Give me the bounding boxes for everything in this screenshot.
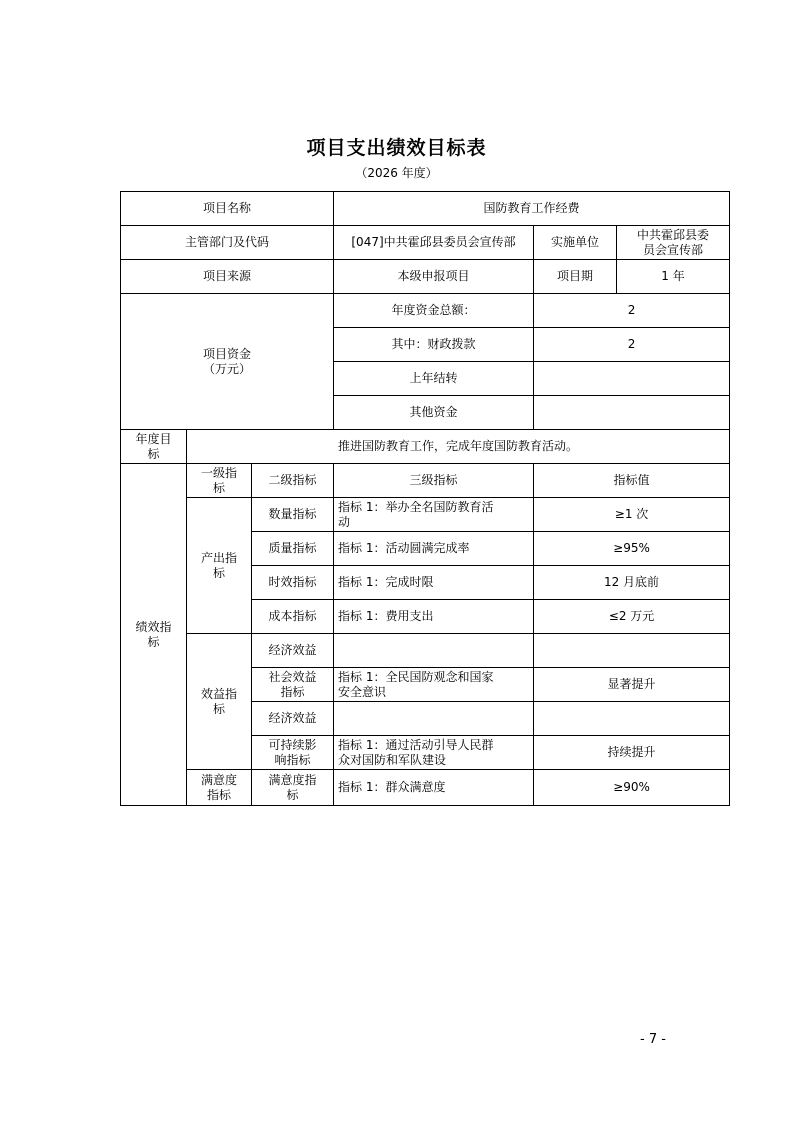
level2-cell: 数量指标 (252, 498, 334, 532)
row-funds-total (121, 294, 730, 328)
level2-cell: 经济效益 (252, 702, 334, 736)
year-subtitle: （2026 年度） (355, 166, 438, 180)
row-indicator-header (121, 464, 730, 498)
annual-goal-text: 推进国防教育工作，完成年度国防教育活动。 (187, 430, 730, 464)
indicator-row (121, 770, 730, 806)
project-name-value: 国防教育工作经费 (334, 192, 730, 226)
level3-cell (334, 702, 534, 736)
level1-benefit: 效益指 标 (187, 634, 252, 770)
funds-row-value (534, 396, 730, 430)
row-department (121, 226, 730, 260)
level1-output: 产出指 标 (187, 498, 252, 634)
level2-cell: 质量指标 (252, 532, 334, 566)
level3-cell: 指标 1：举办全名国防教育活 动 (334, 498, 534, 532)
level3-cell: 指标 1：全民国防观念和国家 安全意识 (334, 668, 534, 702)
dept-value: [047]中共霍邱县委员会宣传部 (334, 226, 534, 260)
level2-cell: 可持续影 响指标 (252, 736, 334, 770)
impl-label: 实施单位 (534, 226, 617, 260)
performance-target-table (120, 191, 730, 806)
level2-cell: 时效指标 (252, 566, 334, 600)
value-cell (534, 702, 730, 736)
funds-label: 项目资金 （万元） (121, 294, 334, 430)
row-annual-goal (121, 430, 730, 464)
value-cell: 持续提升 (534, 736, 730, 770)
header-level1: 一级指 标 (187, 464, 252, 498)
source-value: 本级申报项目 (334, 260, 534, 294)
funds-row-label: 其他资金 (334, 396, 534, 430)
row-project-name (121, 192, 730, 226)
value-cell: 显著提升 (534, 668, 730, 702)
header-value: 指标值 (534, 464, 730, 498)
impl-value: 中共霍邱县委 员会宣传部 (617, 226, 730, 260)
level2-cell: 满意度指 标 (252, 770, 334, 806)
level3-cell: 指标 1：通过活动引导人民群 众对国防和军队建设 (334, 736, 534, 770)
page-number: - 7 - (640, 1032, 666, 1047)
value-cell: ≥95% (534, 532, 730, 566)
level3-cell: 指标 1：费用支出 (334, 600, 534, 634)
level2-cell: 成本指标 (252, 600, 334, 634)
page-title: 项目支出绩效目标表 (306, 137, 487, 159)
level2-cell: 经济效益 (252, 634, 334, 668)
indicators-label: 绩效指 标 (121, 464, 187, 806)
value-cell: ≥1 次 (534, 498, 730, 532)
funds-row-value: 2 (534, 328, 730, 362)
indicator-row (121, 498, 730, 532)
funds-row-label: 上年结转 (334, 362, 534, 396)
funds-row-value: 2 (534, 294, 730, 328)
header-level2: 二级指标 (252, 464, 334, 498)
funds-row-value (534, 362, 730, 396)
level3-cell (334, 634, 534, 668)
period-value: 1 年 (617, 260, 730, 294)
header-level3: 三级指标 (334, 464, 534, 498)
row-source (121, 260, 730, 294)
period-label: 项目期 (534, 260, 617, 294)
value-cell: 12 月底前 (534, 566, 730, 600)
level2-cell: 社会效益 指标 (252, 668, 334, 702)
value-cell (534, 634, 730, 668)
funds-row-label: 其中：财政拨款 (334, 328, 534, 362)
indicator-row (121, 634, 730, 668)
funds-row-label: 年度资金总额： (334, 294, 534, 328)
level1-satisfaction: 满意度 指标 (187, 770, 252, 806)
source-label: 项目来源 (121, 260, 334, 294)
dept-label: 主管部门及代码 (121, 226, 334, 260)
level3-cell: 指标 1：完成时限 (334, 566, 534, 600)
project-name-label: 项目名称 (121, 192, 334, 226)
level3-cell: 指标 1：活动圆满完成率 (334, 532, 534, 566)
annual-goal-label: 年度目 标 (121, 430, 187, 464)
value-cell: ≤2 万元 (534, 600, 730, 634)
level3-cell: 指标 1：群众满意度 (334, 770, 534, 806)
value-cell: ≥90% (534, 770, 730, 806)
